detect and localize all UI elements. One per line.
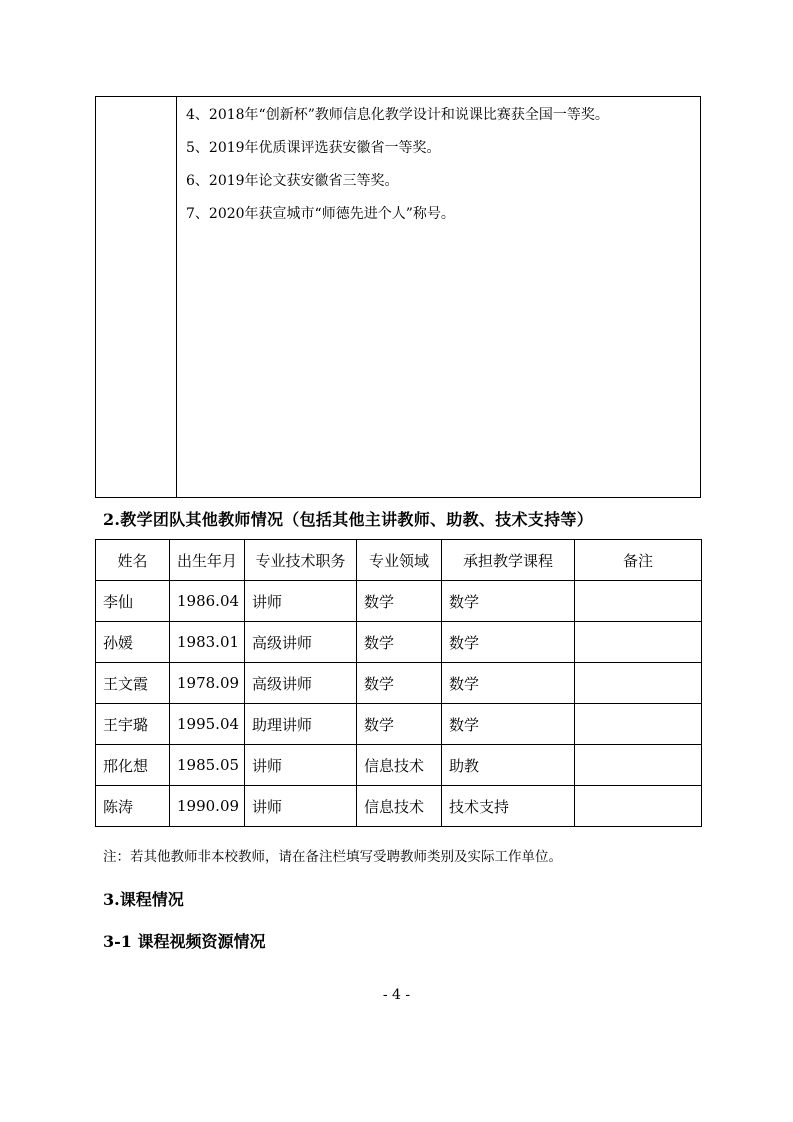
award-item: 5、2019年优质课评选获安徽省一等奖。 — [186, 140, 441, 156]
cell-name: 孙媛 — [96, 622, 170, 663]
cell-field: 数学 — [357, 663, 442, 704]
cell-birth: 1990.09 — [170, 786, 245, 827]
cell-courses: 数学 — [442, 663, 575, 704]
awards-label-cell — [96, 97, 177, 497]
page-number: - 4 - — [382, 987, 411, 1003]
cell-remarks — [575, 622, 702, 663]
cell-title: 助理讲师 — [245, 704, 357, 745]
cell-field: 数学 — [357, 704, 442, 745]
cell-title: 讲师 — [245, 786, 357, 827]
cell-remarks — [575, 663, 702, 704]
cell-birth: 1983.01 — [170, 622, 245, 663]
cell-courses: 助教 — [442, 745, 575, 786]
col-header-remarks: 备注 — [575, 540, 702, 581]
team-table — [95, 539, 702, 827]
table-note: 注：若其他教师非本校教师，请在备注栏填写受聘教师类别及实际工作单位。 — [103, 849, 562, 865]
cell-birth: 1985.05 — [170, 745, 245, 786]
cell-birth: 1978.09 — [170, 663, 245, 704]
cell-title: 讲师 — [245, 581, 357, 622]
awards-list — [186, 107, 609, 239]
col-header-courses: 承担教学课程 — [442, 540, 575, 581]
table-row — [96, 786, 702, 827]
cell-field: 数学 — [357, 622, 442, 663]
table-row — [96, 581, 702, 622]
cell-remarks — [575, 786, 702, 827]
cell-field: 信息技术 — [357, 745, 442, 786]
table-row — [96, 663, 702, 704]
table-header-row — [96, 540, 702, 581]
cell-title: 讲师 — [245, 745, 357, 786]
cell-remarks — [575, 704, 702, 745]
awards-table — [95, 96, 701, 498]
table-row — [96, 745, 702, 786]
cell-name: 陈涛 — [96, 786, 170, 827]
cell-remarks — [575, 581, 702, 622]
video-resources-heading: 3-1 课程视频资源情况 — [103, 932, 266, 951]
cell-name: 邢化想 — [96, 745, 170, 786]
col-header-title: 专业技术职务 — [245, 540, 357, 581]
col-header-birth: 出生年月 — [170, 540, 245, 581]
cell-name: 王文霞 — [96, 663, 170, 704]
award-item: 7、2020年获宣城市“师德先进个人”称号。 — [186, 206, 455, 222]
cell-courses: 技术支持 — [442, 786, 575, 827]
award-item: 6、2019年论文获安徽省三等奖。 — [186, 173, 399, 189]
cell-courses: 数学 — [442, 704, 575, 745]
col-header-name: 姓名 — [96, 540, 170, 581]
cell-field: 数学 — [357, 581, 442, 622]
cell-title: 高级讲师 — [245, 663, 357, 704]
cell-field: 信息技术 — [357, 786, 442, 827]
cell-remarks — [575, 745, 702, 786]
award-item: 4、2018年“创新杯”教师信息化教学设计和说课比赛获全国一等奖。 — [186, 107, 609, 123]
cell-name: 李仙 — [96, 581, 170, 622]
team-heading: 2.教学团队其他教师情况（包括其他主讲教师、助教、技术支持等） — [103, 510, 594, 529]
table-row — [96, 704, 702, 745]
cell-birth: 1995.04 — [170, 704, 245, 745]
col-header-field: 专业领域 — [357, 540, 442, 581]
cell-courses: 数学 — [442, 581, 575, 622]
cell-birth: 1986.04 — [170, 581, 245, 622]
table-row — [96, 622, 702, 663]
cell-title: 高级讲师 — [245, 622, 357, 663]
course-heading: 3.课程情况 — [103, 890, 184, 909]
cell-name: 王宇璐 — [96, 704, 170, 745]
cell-courses: 数学 — [442, 622, 575, 663]
